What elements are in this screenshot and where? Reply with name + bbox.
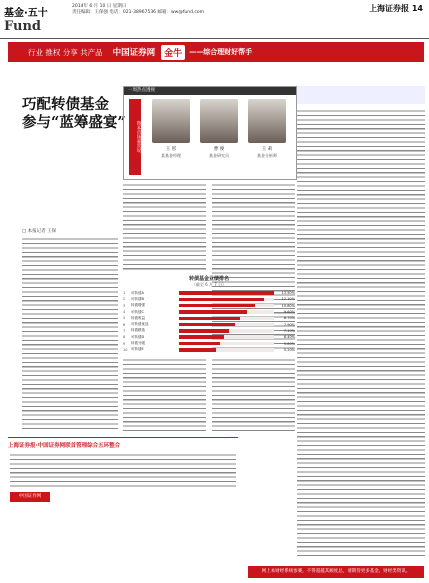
article-column-4 [123, 357, 206, 432]
bar-rank: 10 [123, 347, 128, 352]
person-photo [248, 99, 286, 143]
bar [179, 317, 240, 321]
chart-bars [123, 290, 295, 353]
bar-value: 6.40% [283, 335, 295, 340]
bar-track [179, 304, 274, 308]
bar-track [179, 342, 274, 346]
bar-rank: 2 [123, 297, 126, 302]
bar-rank: 8 [123, 335, 126, 340]
bar [179, 298, 264, 302]
interview-box [123, 86, 297, 180]
bar [179, 329, 229, 333]
bar-track [179, 291, 274, 295]
bar [179, 342, 220, 346]
ad-logo: 中国证券网 [10, 492, 50, 502]
highlight-box [297, 86, 425, 104]
bar-label: 可转债B [131, 296, 144, 301]
article-column-5 [212, 357, 295, 432]
banner-slogan: 行业 推权 分享 共产品 [28, 47, 103, 57]
article-column-1 [22, 236, 118, 432]
bar-track [179, 323, 274, 327]
banner-product: 金牛 [161, 45, 185, 60]
chart-subtitle: （截至 6 月 7 日） [191, 282, 227, 287]
byline: □ 本报记者 王保 [22, 229, 57, 234]
person-name: 王 莉 [261, 147, 273, 152]
bar [179, 335, 224, 339]
person-2 [200, 99, 238, 159]
title-line-1: 巧配转债基金 [22, 96, 109, 113]
bar-rank: 9 [123, 341, 126, 346]
bar-label: 转债分级 [131, 341, 145, 346]
article-column-2 [123, 182, 206, 270]
person-role: 基金研究员 [209, 153, 229, 158]
bar-value: 5.80% [283, 341, 295, 346]
bar-track [179, 335, 274, 339]
person-3 [248, 99, 286, 159]
bar [179, 310, 247, 314]
bar-rank: 3 [123, 303, 126, 308]
person-role: 基金分析师 [257, 153, 277, 158]
bar-value: 7.10% [283, 328, 295, 333]
bar-label: 可转债E [131, 347, 144, 352]
bar-rank: 1 [123, 291, 126, 296]
bar-track [179, 329, 274, 333]
bar [179, 304, 255, 308]
bar [179, 323, 235, 327]
bar [179, 291, 274, 295]
bar-rank: 5 [123, 316, 126, 321]
bar-rank: 6 [123, 322, 126, 327]
banner-sponsor: 中国证券网 [112, 48, 156, 58]
bar-value: 13.50% [281, 291, 295, 296]
bar-rank: 4 [123, 310, 126, 315]
article-column-right [297, 108, 425, 558]
bar-value: 5.20% [283, 347, 295, 352]
person-name: 曹 俊 [213, 147, 225, 152]
bar-label: 转债精选 [131, 328, 145, 333]
chart-title: 转债基金业绩排名 [188, 276, 229, 282]
person-photo [152, 99, 190, 143]
bottom-notice: 网上本财经系统参赛，不得超越其额度总，请期待更多基金、财经类资讯。 [248, 566, 424, 578]
bar-rank: 7 [123, 328, 126, 333]
bar-track [179, 310, 274, 314]
person-photo [200, 99, 238, 143]
bar [179, 348, 216, 352]
interview-vertical-title: 资本市场嘉宾说 [129, 99, 141, 175]
paper-name: 上海证券报 [369, 4, 410, 13]
title-line-2: 参与“蓝筹盛宴” [22, 114, 126, 131]
ad-title: 上海证券报·中国证券网联首管理综合五环整合 [8, 443, 121, 449]
person-name: 王 彤 [165, 147, 177, 152]
editor-contact: 责任编辑：王保强 电话：021-38967536 邮箱：ww@fund.com [72, 10, 205, 15]
section-english: Fund [4, 19, 41, 34]
issue-date: 2014年 6 月 10 日 星期日 [72, 4, 127, 9]
bar-value: 7.90% [283, 322, 295, 327]
chart-bar-row [123, 347, 295, 353]
performance-chart [123, 275, 295, 355]
person-role: 某基金经理 [161, 153, 181, 158]
bar-track [179, 317, 274, 321]
bar-value: 9.60% [283, 310, 295, 315]
ad-text [10, 452, 236, 488]
interview-header: 一周热点透视 [124, 87, 296, 95]
section-title: 基金·五十 [4, 8, 48, 19]
page-number: 14 [411, 4, 423, 13]
advertisement [8, 437, 238, 504]
issue-meta [72, 4, 204, 16]
bar-label: 转债增强 [131, 303, 145, 308]
bar-label: 可转债优选 [131, 322, 149, 327]
bar-label: 可转债C [131, 309, 144, 314]
bar-track [179, 348, 274, 352]
bar-label: 可转债A [131, 290, 144, 295]
bar-value: 12.10% [281, 297, 295, 302]
masthead [0, 0, 429, 39]
paper-title [369, 3, 423, 14]
promo-banner [8, 42, 424, 62]
bar-label: 转债收益 [131, 315, 145, 320]
article-title [22, 96, 126, 132]
bar-value: 10.80% [281, 303, 295, 308]
banner-tagline: ——综合理财好帮手 [189, 48, 253, 56]
bar-label: 可转债D [131, 334, 145, 339]
bar-value: 8.70% [283, 316, 295, 321]
bar-track [179, 298, 274, 302]
person-1 [152, 99, 190, 159]
